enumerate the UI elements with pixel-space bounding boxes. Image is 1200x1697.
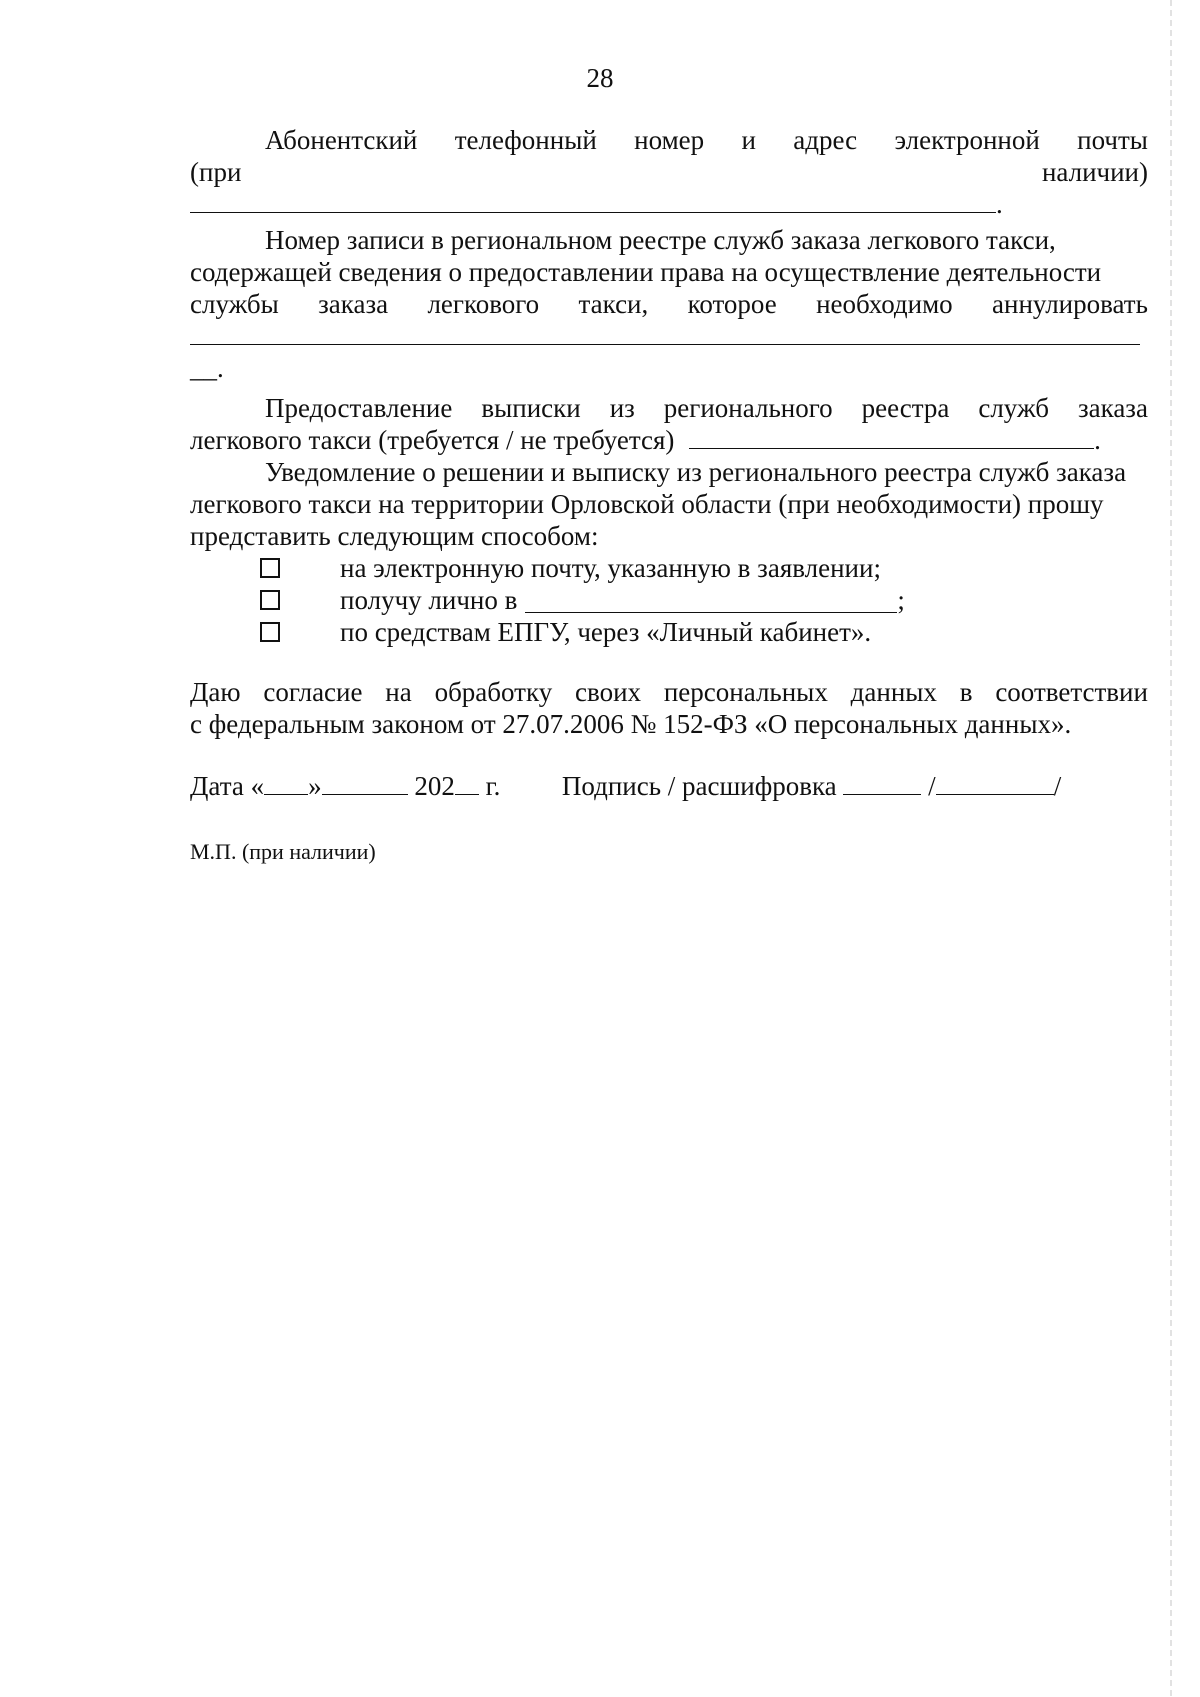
contact-blank[interactable]: [190, 188, 996, 213]
consent-line-2: с федеральным законом от 27.07.2006 № 152-ФЗ «О персональных данных».: [190, 709, 1072, 739]
in-person-blank[interactable]: [525, 588, 897, 613]
signature-label: Подпись / расшифровка: [561, 771, 837, 801]
extract-line-2: легкового такси (требуется / не требуется) .: [190, 425, 1101, 455]
option-in-person[interactable]: получу лично в ;: [260, 584, 905, 616]
date-day-blank[interactable]: [264, 770, 308, 795]
registry-blank[interactable]: [190, 320, 1140, 345]
signature-decode-blank[interactable]: [936, 770, 1054, 795]
signature-blank[interactable]: [843, 770, 921, 795]
registry-line-2: содержащей сведения о предоставлении права на осуществление деятельности: [190, 257, 1102, 287]
page-number: 28: [586, 63, 614, 93]
extract-blank[interactable]: [689, 424, 1094, 449]
checkbox-epgu[interactable]: [260, 622, 280, 642]
stamp-note: М.П. (при наличии): [190, 839, 376, 864]
contact-line-1: Абонентский телефонный номер и адрес электронной почты: [265, 125, 1148, 155]
contact-line-2: (при наличии): [190, 157, 1148, 187]
checkbox-in-person[interactable]: [260, 590, 280, 610]
date-month-blank[interactable]: [322, 770, 408, 795]
scan-edge-artifact: [1170, 0, 1172, 1697]
notification-line-2: легкового такси на территории Орловской области (при необходимости) прошу: [190, 489, 1104, 519]
registry-fill-line[interactable]: [190, 320, 1148, 352]
registry-line-3: службы заказа легкового такси, которое необходимо аннулировать: [190, 289, 1148, 319]
extract-line-1: Предоставление выписки из регионального реестра служб заказа: [265, 393, 1148, 423]
notification-line-1: Уведомление о решении и выписку из регионального реестра служб заказа: [265, 457, 1127, 487]
registry-fill-end: __.: [190, 353, 224, 383]
registry-line-1: Номер записи в региональном реестре служб заказа легкового такси,: [265, 225, 1056, 255]
notification-line-3: представить следующим способом:: [190, 521, 599, 551]
checkbox-email[interactable]: [260, 558, 280, 578]
contact-fill-line[interactable]: .: [190, 188, 1148, 220]
option-email[interactable]: на электронную почту, указанную в заявлении;: [260, 552, 881, 584]
consent-line-1: Даю согласие на обработку своих персональных данных в соответствии: [190, 677, 1148, 707]
date-year-blank[interactable]: [455, 770, 479, 795]
signature-line: Дата « » 202 г. Подпись / расшифровка / /: [190, 771, 1062, 801]
option-epgu[interactable]: по средствам ЕПГУ, через «Личный кабинет».: [260, 616, 871, 648]
